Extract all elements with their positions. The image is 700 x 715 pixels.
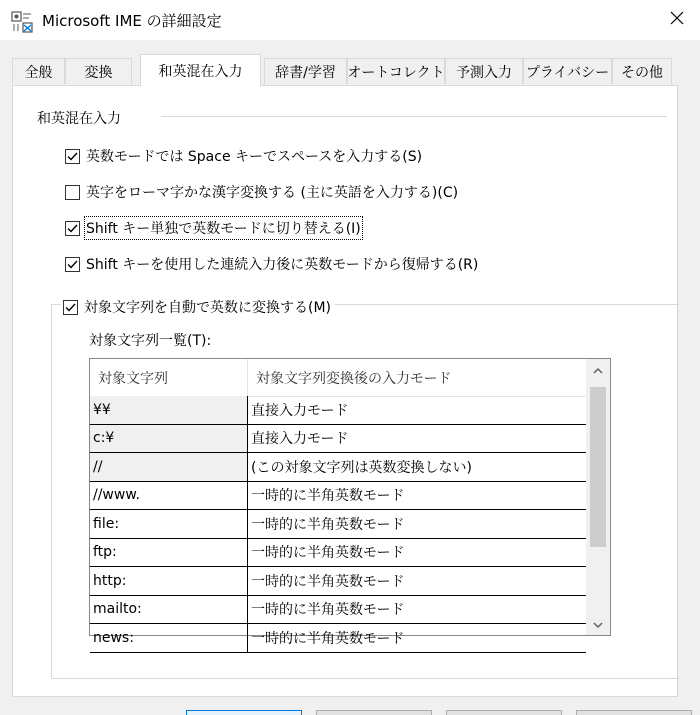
option-space-key[interactable]: 英数モードでは Space キーでスペースを入力する(S) bbox=[65, 146, 422, 166]
option-auto-convert[interactable]: 対象文字列を自動で英数に変換する(M) bbox=[61, 296, 335, 318]
option-shift-toggle[interactable]: Shift キー単独で英数モードに切り替える(I) bbox=[65, 218, 361, 238]
title-bar bbox=[0, 0, 700, 40]
close-icon bbox=[670, 11, 684, 29]
checkbox-romaji-conversion[interactable] bbox=[65, 185, 80, 200]
table-row[interactable] bbox=[90, 539, 586, 568]
tab-privacy[interactable]: プライバシー bbox=[523, 58, 612, 84]
table-header bbox=[90, 359, 586, 397]
tab-autocorrect[interactable]: オートコレクト bbox=[347, 58, 445, 84]
target-cell[interactable]: mailto: bbox=[90, 596, 248, 625]
target-cell[interactable]: c:¥ bbox=[90, 425, 248, 454]
mode-cell[interactable]: 一時的に半角英数モード bbox=[248, 624, 586, 653]
option-romaji-conversion[interactable]: 英字をローマ字かな漢字変換する (主に英語を入力する)(C) bbox=[65, 182, 458, 202]
target-cell[interactable]: ftp: bbox=[90, 539, 248, 568]
scroll-down-button[interactable] bbox=[586, 613, 610, 635]
tab-other[interactable]: その他 bbox=[612, 58, 672, 84]
column-header-target[interactable]: 対象文字列 bbox=[98, 370, 168, 387]
tab-conversion[interactable]: 変換 bbox=[65, 58, 132, 84]
table-row[interactable] bbox=[90, 482, 586, 511]
checkbox-shift-toggle[interactable] bbox=[65, 221, 80, 236]
tab-mixed-input[interactable]: 和英混在入力 bbox=[140, 54, 261, 86]
target-cell[interactable]: news: bbox=[90, 624, 248, 653]
ok-button[interactable] bbox=[186, 710, 302, 715]
mode-cell[interactable]: 一時的に半角英数モード bbox=[248, 539, 586, 568]
tab-strip bbox=[12, 54, 678, 85]
mode-cell[interactable]: 一時的に半角英数モード bbox=[248, 510, 586, 539]
checkbox-shift-return[interactable] bbox=[65, 257, 80, 272]
mode-cell[interactable]: 一時的に半角英数モード bbox=[248, 596, 586, 625]
table-row[interactable] bbox=[90, 396, 586, 425]
table-row[interactable] bbox=[90, 453, 586, 482]
mode-cell[interactable]: 一時的に半角英数モード bbox=[248, 482, 586, 511]
target-cell[interactable]: http: bbox=[90, 567, 248, 596]
target-cell[interactable]: //www. bbox=[90, 482, 248, 511]
tab-general[interactable]: 全般 bbox=[12, 58, 65, 84]
vertical-scrollbar[interactable] bbox=[586, 359, 610, 635]
chevron-up-icon bbox=[593, 362, 603, 378]
table-row[interactable] bbox=[90, 567, 586, 596]
mode-cell[interactable]: (この対象文字列は英数変換しない) bbox=[248, 453, 586, 482]
close-button[interactable] bbox=[654, 0, 700, 40]
settings-panel bbox=[12, 85, 678, 697]
column-header-mode[interactable]: 対象文字列変換後の入力モード bbox=[256, 370, 452, 387]
checkbox-space-key[interactable] bbox=[65, 149, 80, 164]
target-cell[interactable]: file: bbox=[90, 510, 248, 539]
group-divider bbox=[161, 116, 667, 117]
check-icon bbox=[66, 258, 79, 271]
tab-prediction[interactable]: 予測入力 bbox=[445, 58, 523, 84]
scrollbar-thumb[interactable] bbox=[590, 387, 606, 547]
scroll-up-button[interactable] bbox=[586, 359, 610, 381]
check-icon bbox=[66, 150, 79, 163]
check-icon bbox=[64, 301, 77, 314]
apply-button[interactable] bbox=[446, 710, 562, 715]
tab-dictionary-learning[interactable]: 辞書/学習 bbox=[264, 58, 347, 84]
window-title: Microsoft IME の詳細設定 bbox=[42, 12, 222, 30]
group-title: 和英混在入力 bbox=[37, 111, 121, 127]
target-string-table[interactable] bbox=[89, 358, 611, 647]
table-row[interactable] bbox=[90, 510, 586, 539]
target-cell[interactable]: // bbox=[90, 453, 248, 482]
table-row[interactable] bbox=[90, 624, 586, 653]
mode-cell[interactable]: 直接入力モード bbox=[248, 425, 586, 454]
target-list-label: 対象文字列一覧(T): bbox=[89, 333, 212, 349]
option-shift-return[interactable]: Shift キーを使用した連続入力後に英数モードから復帰する(R) bbox=[65, 254, 478, 274]
mode-cell[interactable]: 一時的に半角英数モード bbox=[248, 567, 586, 596]
mode-cell[interactable]: 直接入力モード bbox=[248, 396, 586, 425]
help-button[interactable] bbox=[576, 710, 692, 715]
table-row[interactable] bbox=[90, 425, 586, 454]
chevron-down-icon bbox=[593, 616, 603, 632]
table-row[interactable] bbox=[90, 596, 586, 625]
check-icon bbox=[66, 222, 79, 235]
checkbox-auto-convert[interactable] bbox=[63, 300, 78, 315]
target-cell[interactable]: ¥¥ bbox=[90, 396, 248, 425]
cancel-button[interactable] bbox=[316, 710, 432, 715]
ime-settings-icon bbox=[11, 11, 33, 33]
